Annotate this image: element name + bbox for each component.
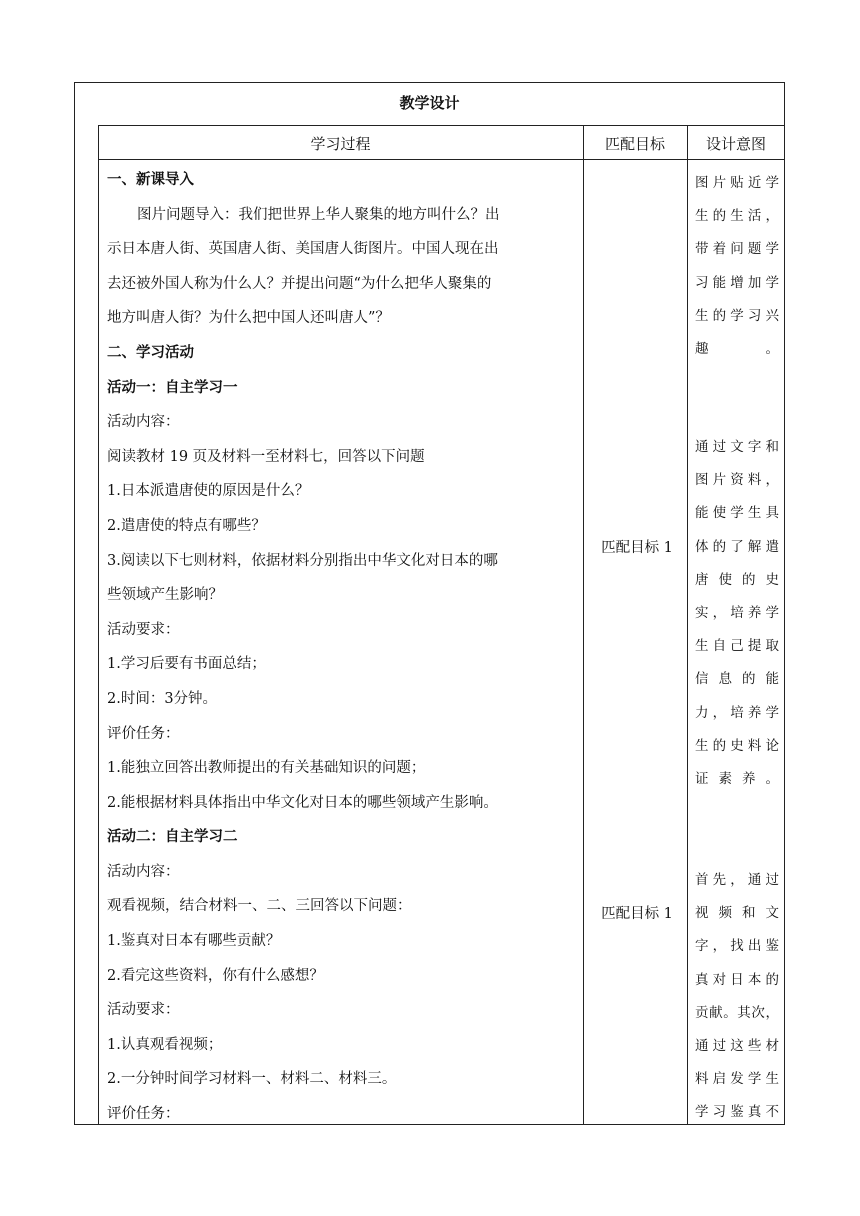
intent-line: 通过这些材 xyxy=(695,1037,779,1054)
intent-line: 生的生活， xyxy=(695,208,779,225)
header-divider xyxy=(98,159,785,160)
intent-line: 趣。 xyxy=(695,340,779,357)
process-line: 活动要求： xyxy=(107,621,180,638)
section-heading: 活动二：自主学习二 xyxy=(107,829,238,846)
document-title: 教学设计 xyxy=(399,94,460,112)
intent-line: 体的了解遣 xyxy=(695,538,779,555)
process-line: 地方叫唐人街？为什么把中国人还叫唐人”？ xyxy=(107,310,390,327)
process-line: 图片问题导入：我们把世界上华人聚集的地方叫什么？出 xyxy=(137,206,500,223)
intent-intro xyxy=(695,167,779,366)
target-activity-1: 匹配目标 1 xyxy=(601,540,673,556)
process-content xyxy=(107,163,583,1132)
intent-line: 学习鉴真不 xyxy=(695,1104,779,1121)
target-activity-2: 匹配目标 1 xyxy=(601,906,673,922)
intent-line: 证素养。 xyxy=(695,770,779,787)
intent-line: 字，找出鉴 xyxy=(695,938,779,955)
intent-line: 通过文字和 xyxy=(695,439,779,455)
process-line: 3.阅读以下七则材料，依据材料分别指出中华文化对日本的哪 xyxy=(107,552,498,569)
intent-line: 信息的能 xyxy=(695,671,779,688)
process-line: 些领域产生影响？ xyxy=(107,587,223,604)
process-line: 2.看完这些资料，你有什么感想？ xyxy=(107,967,324,984)
intent-line: 唐使的史 xyxy=(695,571,779,588)
process-line: 评价任务： xyxy=(107,725,180,742)
process-line: 2.一分钟时间学习材料一、材料二、材料三。 xyxy=(107,1071,397,1088)
process-line: 2.时间：3分钟。 xyxy=(107,690,218,707)
process-line: 活动内容： xyxy=(107,863,180,880)
intent-line: 贡献。其次， xyxy=(695,1004,779,1021)
intent-line: 料启发学生 xyxy=(695,1071,779,1088)
process-line: 活动内容： xyxy=(107,414,180,431)
intent-line: 真对日本的 xyxy=(695,971,779,988)
intent-line: 生自己提取 xyxy=(695,638,779,655)
process-line: 2.遣唐使的特点有哪些？ xyxy=(107,517,266,534)
column-divider-target xyxy=(687,125,688,1125)
process-line: 去还被外国人称为什么人？并提出问题“为什么把华人聚集的 xyxy=(107,275,492,292)
header-intent: 设计意图 xyxy=(705,135,766,153)
process-line: 1.学习后要有书面总结； xyxy=(107,656,266,673)
process-line: 2.能根据材料具体指出中华文化对日本的哪些领域产生影响。 xyxy=(107,794,498,811)
column-divider-process xyxy=(583,125,584,1125)
intent-line: 习能增加学 xyxy=(695,274,779,291)
intent-line: 视频和文 xyxy=(695,905,779,922)
intent-line: 力，培养学 xyxy=(695,704,779,721)
process-line: 活动要求： xyxy=(107,1002,180,1019)
process-line: 观看视频，结合材料一、二、三回答以下问题： xyxy=(107,898,412,915)
intent-line: 带着问题学 xyxy=(695,241,779,258)
intent-line: 图片资料， xyxy=(695,472,779,489)
intent-activity-2 xyxy=(695,864,779,1130)
section-heading: 一、新课导入 xyxy=(107,172,194,188)
process-line: 评价任务： xyxy=(107,1106,180,1123)
process-line: 示日本唐人街、英国唐人街、美国唐人街图片。中国人现在出 xyxy=(107,241,499,258)
header-target: 匹配目标 xyxy=(604,135,665,153)
process-line: 1.能独立回答出教师提出的有关基础知识的问题； xyxy=(107,760,426,777)
intent-line: 生的史料论 xyxy=(695,737,779,754)
intent-activity-1 xyxy=(695,431,779,796)
process-line: 1.认真观看视频； xyxy=(107,1036,223,1053)
intent-line: 实，培养学 xyxy=(695,604,779,621)
intent-line: 能使学生具 xyxy=(695,505,779,522)
process-line: 1.日本派遣唐使的原因是什么？ xyxy=(107,483,310,500)
section-heading: 活动一：自主学习一 xyxy=(107,379,238,396)
header-process: 学习过程 xyxy=(310,135,371,153)
intent-line: 首先，通过 xyxy=(695,872,779,888)
intent-line: 生的学习兴 xyxy=(695,307,779,324)
intent-line: 图片贴近学 xyxy=(695,175,779,191)
section-heading: 二、学习活动 xyxy=(107,344,194,361)
process-line: 1.鉴真对日本有哪些贡献？ xyxy=(107,933,281,950)
process-line: 阅读教材 19 页及材料一至材料七，回答以下问题 xyxy=(107,448,425,465)
